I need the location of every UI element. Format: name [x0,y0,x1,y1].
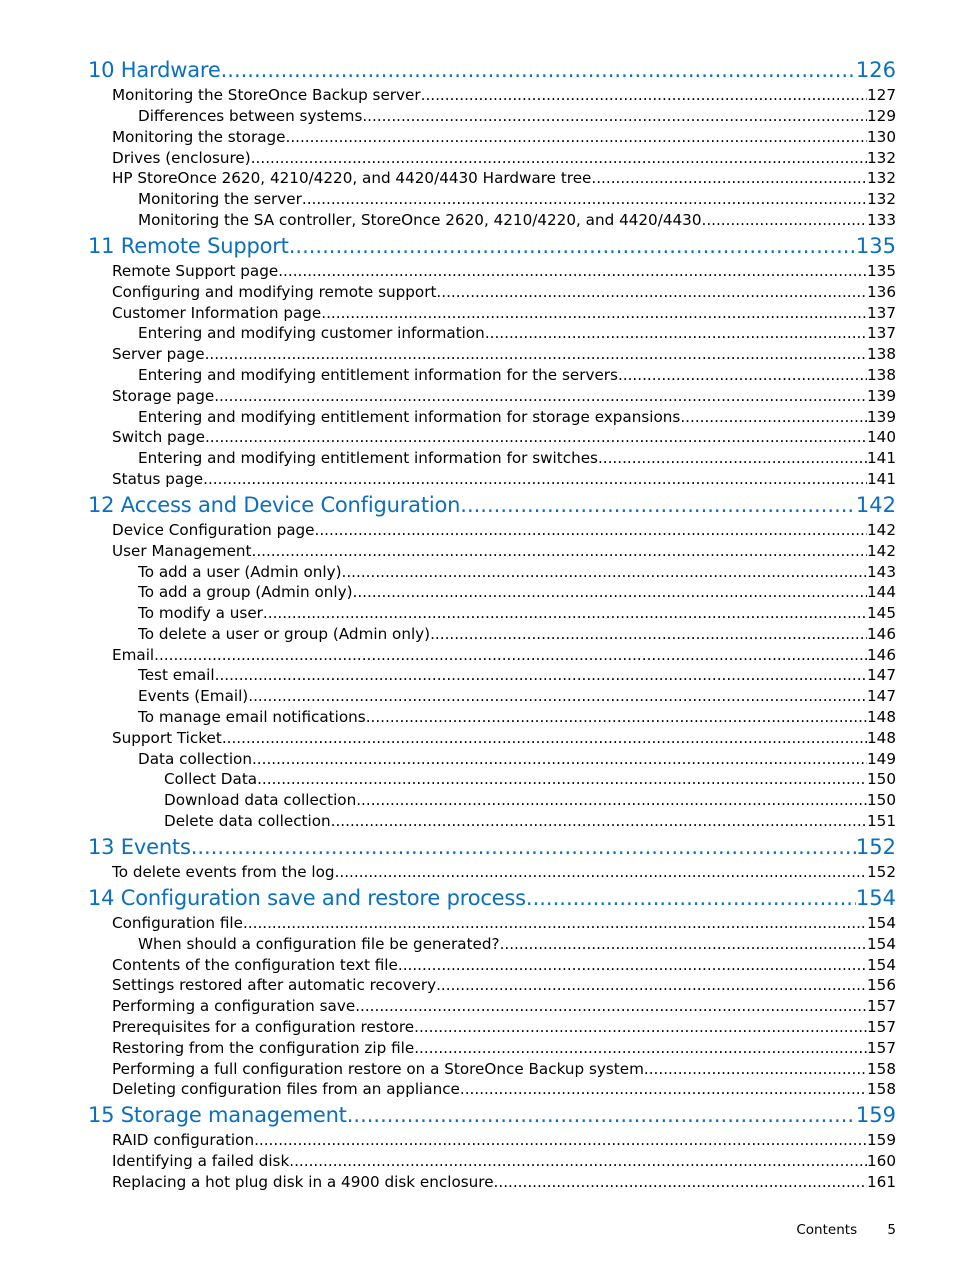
toc-entry-page: 152 [867,863,896,882]
toc-entry-page: 146 [867,624,896,643]
toc-section-entry[interactable] [88,769,896,790]
toc-entry-title: Data collection [138,749,252,768]
toc-entry-page: 149 [867,749,896,768]
toc-section-entry[interactable] [88,127,896,148]
toc-leader-dots [205,427,867,448]
toc-entry-page: 138 [867,365,896,384]
toc-entry-page: 130 [867,127,896,146]
toc-entry-title: Switch page [112,428,205,447]
toc-chapter-entry[interactable] [88,56,896,85]
toc-entry-page: 141 [867,469,896,488]
toc-section-entry[interactable] [88,934,896,955]
toc-section-entry[interactable] [88,686,896,707]
footer-page-number: 5 [887,1222,896,1238]
toc-entry-page: 139 [867,386,896,405]
toc-entry-page: 145 [867,604,896,623]
toc-entry-page: 148 [867,708,896,727]
toc-section-entry[interactable] [88,469,896,490]
toc-entry-title: Remote Support page [112,261,279,280]
toc-leader-dots [289,1151,867,1172]
toc-section-entry[interactable] [88,303,896,324]
toc-entry-page: 129 [867,106,896,125]
toc-entry-page: 147 [867,687,896,706]
toc-entry-page: 137 [867,303,896,322]
toc-leader-dots [430,624,867,645]
toc-entry-title: Support Ticket [112,728,222,747]
toc-section-entry[interactable] [88,261,896,282]
toc-section-entry[interactable] [88,1038,896,1059]
toc-chapter-entry[interactable] [88,232,896,261]
toc-section-entry[interactable] [88,520,896,541]
toc-entry-page: 133 [867,210,896,229]
toc-section-entry[interactable] [88,1151,896,1172]
toc-entry-page: 135 [855,233,896,258]
toc-leader-dots [460,1079,867,1100]
toc-leader-dots [221,56,856,85]
toc-section-entry[interactable] [88,811,896,832]
toc-entry-page: 127 [867,86,896,105]
toc-entry-page: 139 [867,407,896,426]
toc-entry-title: Entering and modifying customer information [138,324,485,343]
toc-leader-dots [215,665,867,686]
toc-entry-title: To manage email notifications [138,708,366,727]
toc-section-entry[interactable] [88,448,896,469]
toc-section-entry[interactable] [88,344,896,365]
toc-entry-title: Collect Data [164,770,258,789]
toc-entry-title: Monitoring the storage [112,127,286,146]
toc-leader-dots [398,955,867,976]
toc-entry-title: 13 Events [88,835,191,860]
toc-chapter-entry[interactable] [88,491,896,520]
toc-leader-dots [254,1130,867,1151]
toc-leader-dots [618,365,867,386]
toc-leader-dots [436,975,867,996]
toc-leader-dots [460,491,856,520]
toc-leader-dots [191,833,856,862]
toc-leader-dots [278,261,867,282]
toc-leader-dots [494,1172,867,1193]
toc-entry-title: Configuration file [112,914,243,933]
toc-section-entry[interactable] [88,189,896,210]
toc-entry-title: To delete events from the log [112,863,335,882]
toc-leader-dots [598,448,867,469]
toc-leader-dots [331,811,867,832]
toc-section-entry[interactable] [88,728,896,749]
toc-leader-dots [203,469,867,490]
toc-entry-title: Contents of the configuration text file [112,955,398,974]
toc-section-entry[interactable] [88,106,896,127]
toc-leader-dots [289,232,856,261]
toc-section-entry[interactable] [88,913,896,934]
toc-section-entry[interactable] [88,148,896,169]
toc-entry-title: Storage page [112,386,215,405]
toc-entry-page: 159 [855,1103,896,1128]
toc-entry-page: 140 [867,428,896,447]
toc-leader-dots [286,127,868,148]
toc-entry-page: 150 [867,791,896,810]
toc-entry-title: Restoring from the configuration zip file [112,1038,415,1057]
toc-entry-page: 136 [867,282,896,301]
toc-entry-page: 151 [867,812,896,831]
toc-leader-dots [252,749,867,770]
toc-leader-dots [205,344,867,365]
page-footer [796,1222,896,1238]
toc-section-entry[interactable] [88,582,896,603]
toc-entry-title: Device Configuration page [112,520,315,539]
toc-section-entry[interactable] [88,707,896,728]
toc-leader-dots [342,562,867,583]
toc-entry-title: Entering and modifying entitlement information for switches [138,449,598,468]
toc-entry-title: When should a configuration file be generated? [138,934,500,953]
toc-entry-page: 150 [867,770,896,789]
toc-leader-dots [702,210,868,231]
toc-entry-title: Replacing a hot plug disk in a 4900 disk enclosure [112,1172,494,1191]
toc-leader-dots [243,913,867,934]
toc-entry-page: 126 [855,58,896,83]
toc-entry-title: Customer Information page [112,303,322,322]
toc-entry-page: 160 [867,1152,896,1171]
toc-entry-page: 132 [867,148,896,167]
toc-leader-dots [485,323,867,344]
toc-section-entry[interactable] [88,862,896,883]
toc-entry-page: 154 [867,934,896,953]
footer-label: Contents [796,1222,858,1238]
toc-leader-dots [347,1101,856,1130]
toc-section-entry[interactable] [88,790,896,811]
toc-entry-title: Performing a full configuration restore on a StoreOnce Backup system [112,1059,644,1078]
toc-leader-dots [414,1038,867,1059]
toc-entry-page: 148 [867,728,896,747]
toc-entry-title: Entering and modifying entitlement information for the servers [138,365,618,384]
toc-entry-page: 154 [867,914,896,933]
toc-entry-title: Status page [112,469,204,488]
toc-section-entry[interactable] [88,1172,896,1193]
toc-entry-title: HP StoreOnce 2620, 4210/4220, and 4420/4430 Hardware tree [112,169,592,188]
toc-entry-title: 10 Hardware [88,58,221,83]
toc-section-entry[interactable] [88,365,896,386]
toc-leader-dots [335,862,867,883]
toc-section-entry[interactable] [88,210,896,231]
toc-entry-title: Monitoring the SA controller, StoreOnce 2620, 4210/4220, and 4420/4430 [138,210,702,229]
toc-section-entry[interactable] [88,603,896,624]
toc-section-entry[interactable] [88,427,896,448]
toc-entry-title: Entering and modifying entitlement information for storage expansions [138,407,681,426]
toc-leader-dots [355,996,867,1017]
toc-entry-title: 15 Storage management [88,1103,347,1128]
toc-entry-page: 132 [867,169,896,188]
toc-entry-title: Test email [138,666,215,685]
toc-section-entry[interactable] [88,1130,896,1151]
toc-entry-page: 156 [867,976,896,995]
toc-entry-page: 154 [867,955,896,974]
toc-entry-page: 142 [855,492,896,517]
toc-entry-page: 141 [867,449,896,468]
toc-entry-page: 152 [855,835,896,860]
toc-leader-dots [315,520,867,541]
toc-entry-title: Identifying a failed disk [112,1152,290,1171]
toc-leader-dots [321,303,867,324]
toc-entry-page: 157 [867,1018,896,1037]
toc-section-entry[interactable] [88,749,896,770]
toc-leader-dots [154,645,867,666]
toc-entry-page: 142 [867,520,896,539]
toc-section-entry[interactable] [88,996,896,1017]
toc-entry-page: 138 [867,345,896,364]
toc-section-entry[interactable] [88,624,896,645]
toc-section-entry[interactable] [88,407,896,428]
toc-leader-dots [302,189,867,210]
toc-entry-title: 11 Remote Support [88,233,289,258]
toc-entry-title: Prerequisites for a configuration restore [112,1018,415,1037]
toc-leader-dots [248,686,867,707]
toc-leader-dots [414,1017,867,1038]
toc-entry-title: Delete data collection [164,812,331,831]
toc-chapter-entry[interactable] [88,884,896,913]
toc-leader-dots [436,282,867,303]
toc-section-entry[interactable] [88,323,896,344]
toc-entry-title: Drives (enclosure) [112,148,251,167]
toc-entry-page: 143 [867,562,896,581]
toc-section-entry[interactable] [88,665,896,686]
toc-leader-dots [591,168,867,189]
toc-entry-title: RAID configuration [112,1131,255,1150]
toc-section-entry[interactable] [88,541,896,562]
toc-entry-page: 142 [867,541,896,560]
toc-section-entry[interactable] [88,168,896,189]
toc-section-entry[interactable] [88,386,896,407]
toc-leader-dots [362,106,867,127]
toc-entry-page: 158 [867,1059,896,1078]
toc-leader-dots [500,934,867,955]
toc-section-entry[interactable] [88,955,896,976]
toc-section-entry[interactable] [88,645,896,666]
toc-leader-dots [353,582,867,603]
toc-leader-dots [680,407,867,428]
toc-leader-dots [644,1059,867,1080]
toc-entry-title: Deleting configuration files from an appliance [112,1080,460,1099]
toc-leader-dots [263,603,867,624]
toc-section-entry[interactable] [88,975,896,996]
toc-entry-page: 157 [867,997,896,1016]
toc-entry-title: Monitoring the StoreOnce Backup server [112,86,421,105]
toc-entry-page: 144 [867,583,896,602]
toc-entry-page: 146 [867,645,896,664]
toc-entry-title: To add a user (Admin only) [138,562,342,581]
toc-entry-title: Performing a configuration save [112,997,356,1016]
toc-entry-page: 147 [867,666,896,685]
toc-chapter-entry[interactable] [88,1101,896,1130]
toc-entry-page: 161 [867,1172,896,1191]
toc-leader-dots [222,728,867,749]
toc-entry-title: 14 Configuration save and restore process [88,886,526,911]
toc-entry-page: 132 [867,190,896,209]
toc-leader-dots [252,541,868,562]
toc-section-entry[interactable] [88,562,896,583]
toc-section-entry[interactable] [88,1059,896,1080]
toc-entry-title: Settings restored after automatic recovery [112,976,437,995]
toc-entry-page: 137 [867,324,896,343]
toc-entry-title: Differences between systems [138,106,363,125]
toc-entry-title: Server page [112,345,205,364]
toc-section-entry[interactable] [88,1079,896,1100]
table-of-contents [88,55,896,1193]
toc-entry-title: Events (Email) [138,687,249,706]
toc-section-entry[interactable] [88,282,896,303]
toc-entry-title: Monitoring the server [138,190,302,209]
toc-entry-title: Email [112,645,155,664]
toc-entry-title: 12 Access and Device Configuration [88,492,461,517]
toc-entry-title: Configuring and modifying remote support [112,282,437,301]
toc-leader-dots [421,85,867,106]
toc-entry-title: To modify a user [138,604,263,623]
toc-leader-dots [356,790,867,811]
toc-entry-page: 158 [867,1080,896,1099]
toc-entry-title: To add a group (Admin only) [138,583,353,602]
toc-section-entry[interactable] [88,1017,896,1038]
toc-entry-title: User Management [112,541,252,560]
toc-entry-title: Download data collection [164,791,357,810]
toc-entry-title: To delete a user or group (Admin only) [138,624,431,643]
toc-chapter-entry[interactable] [88,833,896,862]
toc-leader-dots [257,769,867,790]
toc-leader-dots [366,707,867,728]
toc-section-entry[interactable] [88,85,896,106]
toc-entry-page: 154 [855,886,896,911]
toc-entry-page: 157 [867,1038,896,1057]
toc-leader-dots [214,386,867,407]
toc-leader-dots [526,884,856,913]
toc-leader-dots [251,148,867,169]
toc-entry-page: 159 [867,1131,896,1150]
toc-entry-page: 135 [867,261,896,280]
